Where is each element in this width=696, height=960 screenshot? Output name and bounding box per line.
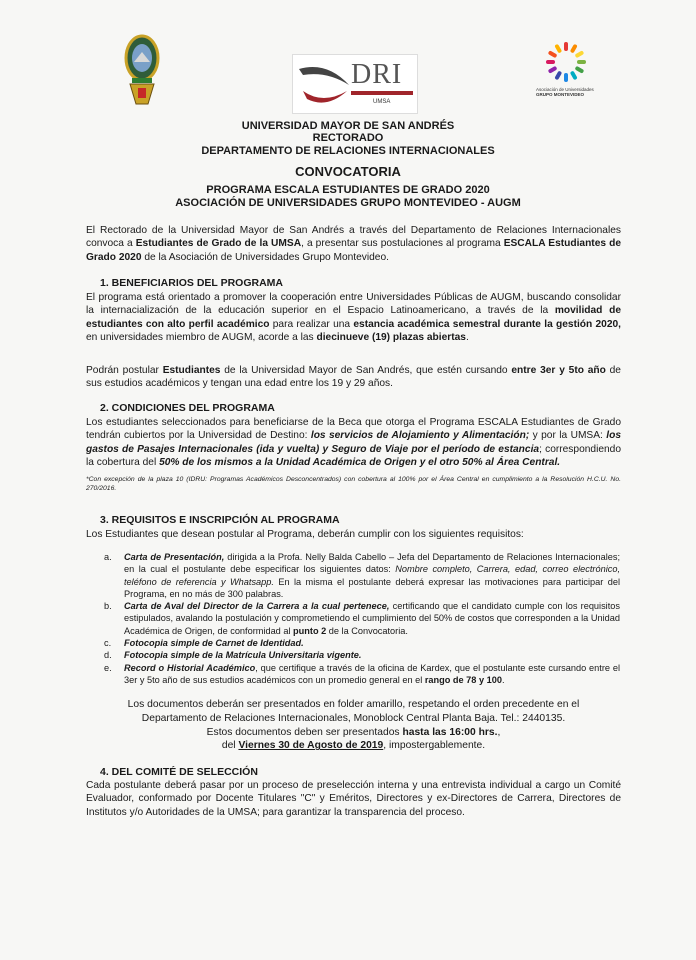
- section-2-paragraph: [86, 416, 621, 469]
- s2-f: 50% de los mismos a la Unidad Académica de Origen y el otro 50% al Área Central.: [159, 456, 561, 468]
- list-item: [104, 551, 620, 600]
- submission-line-3-b: hasta las 16:00 hrs.: [402, 726, 498, 738]
- req-a-italic: Nombre completo, Carrera, edad, correo electrónico, teléfono de referencia y Whatsapp.: [124, 564, 621, 587]
- list-item: [104, 637, 620, 649]
- requirements-list: [104, 551, 620, 686]
- intro-text-d: ESCALA Estudiantes de Grado 2020: [86, 238, 621, 263]
- s2-e: ; correspondiendo la cobertura del: [86, 443, 621, 468]
- header-department: DEPARTAMENTO DE RELACIONES INTERNACIONALES: [201, 145, 495, 157]
- req-b-text-2: de la Convocatoria.: [326, 625, 408, 636]
- list-item: [104, 649, 620, 661]
- dri-logo-subtext: UMSA: [373, 99, 391, 105]
- s2-b: los servicios de Alojamiento y Alimentación;: [310, 430, 530, 442]
- req-a-text-2: En la misma el postulante deberá expresar las motivaciones para participar del Programa, en no más de 300 palabras.: [124, 576, 620, 599]
- s1-p1-g: .: [465, 331, 469, 343]
- s1-p2-b: Estudiantes: [162, 365, 221, 376]
- section-2-title: 2. CONDICIONES DEL PROGRAMA: [100, 402, 275, 414]
- header-university: UNIVERSIDAD MAYOR DE SAN ANDRÉS: [241, 120, 455, 132]
- intro-text-b: Estudiantes de Grado de la UMSA: [135, 238, 302, 250]
- list-letter: e.: [104, 662, 112, 673]
- req-a-text-1: dirigida a la Profa. Nelly Balda Cabello – Jefa del Departamento de Relaciones Internacionales; en la cual el postulante debe especificar los siguientes datos:: [124, 552, 620, 575]
- list-letter: c.: [104, 638, 112, 649]
- s1-p1-c: para realizar una: [269, 318, 354, 330]
- req-e-bold: Record o Historial Académico: [124, 662, 256, 673]
- submission-line-3: [86, 726, 621, 740]
- section-3-intro: Los Estudiantes que desean postular al Programa, deberán cumplir con los siguientes requisitos:: [86, 529, 524, 540]
- req-c-bold: Fotocopia simple de Carnet de Identidad.: [124, 638, 304, 649]
- req-e-text-2: .: [501, 674, 505, 685]
- submission-line-2: Departamento de Relaciones Internacionales, Monoblock Central Planta Baja. Tel.: 2440135.: [141, 712, 566, 724]
- dri-logo: [292, 54, 418, 114]
- s2-a: Los estudiantes seleccionados para beneficiarse de la Beca que otorga el Programa ESCALA Estudiantes de Grado tendrán cubiertos por la Universidad de Destino:: [86, 417, 621, 442]
- submission-line-1: Los documentos deberán ser presentados en folder amarillo, respetando el orden precedente en el: [127, 699, 580, 710]
- intro-text-e: de la Asociación de Universidades Grupo Montevideo.: [141, 251, 389, 263]
- submission-line-4: [86, 739, 621, 753]
- s1-p2-a: Podrán postular: [86, 365, 163, 376]
- association-title: ASOCIACIÓN DE UNIVERSIDADES GRUPO MONTEVIDEO - AUGM: [175, 197, 521, 209]
- s1-p2-e: de sus estudios académicos y tengan una edad entre los 19 y 29 años.: [86, 365, 621, 390]
- program-title: PROGRAMA ESCALA ESTUDIANTES DE GRADO 2020: [206, 184, 490, 196]
- augm-caption-line-1: Asociación de Universidades: [536, 87, 594, 92]
- page-title: CONVOCATORIA: [295, 164, 401, 179]
- s1-p1-d: estancia académica semestral durante la gestión 2020,: [353, 318, 621, 330]
- list-letter: b.: [104, 601, 112, 612]
- intro-text-a: El Rectorado de la Universidad Mayor de San Andrés a través del Departamento de Relaciones Internacionales convoca a: [86, 225, 621, 250]
- req-d-bold: Fotocopia simple de la Matrícula Universitaria vigente.: [124, 650, 362, 661]
- req-b-bold-2: punto 2: [293, 625, 327, 636]
- section-3-title: 3. REQUISITOS E INSCRIPCIÓN AL PROGRAMA: [100, 514, 340, 526]
- list-letter: d.: [104, 650, 112, 661]
- dri-logo-text: DRI: [351, 59, 403, 90]
- submission-line-3-a: Estos documentos deben ser presentados: [206, 726, 403, 738]
- submission-line-4-c: , impostergablemente.: [383, 740, 486, 752]
- s1-p2-c: de la Universidad Mayor de San Andrés, que estén cursando: [220, 365, 512, 376]
- submission-info: [86, 698, 621, 753]
- augm-logo: [538, 40, 594, 102]
- s1-p1-e: en universidades miembro de AUGM, acorde a las: [86, 331, 317, 343]
- augm-caption-line-2: GRUPO MONTEVIDEO: [536, 92, 585, 97]
- dri-logo-stripe: [351, 91, 413, 95]
- section-1-paragraph-1: [86, 291, 621, 344]
- university-crest-logo: [118, 32, 166, 112]
- augm-logo-caption: [536, 87, 606, 97]
- submission-line-3-c: ,: [497, 726, 501, 738]
- section-4-paragraph: Cada postulante deberá pasar por un proceso de preselección interna y una entrevista individual a cargo un Comité Evaluador, conformado por Docente Titulares "C" y Eméritos, Directores y ex-Directores de Carrera, Directores de Institutos y/o Autoridades de la UMSA; para garantizar la transparencia del proceso.: [86, 780, 621, 818]
- section-1-title: 1. BENEFICIARIOS DEL PROGRAMA: [100, 277, 283, 289]
- list-item: [104, 600, 620, 637]
- req-b-bold: Carta de Aval del Director de la Carrera a la cual pertenece,: [124, 601, 390, 612]
- s2-d: los gastos de Pasajes Internacionales (ida y vuelta) y Seguro de Viaje por el período de estancia: [86, 430, 621, 455]
- header-rectorado: RECTORADO: [312, 132, 384, 144]
- req-b-text-1: certificando que el candidato cumple con los requisitos estipulados, avalando la postulación y comprometiendo el cumplimiento del 50% de costos que corresponden a la Unidad Académica de Origen, de conformidad al: [124, 601, 620, 636]
- intro-paragraph: [86, 224, 621, 264]
- s1-p1-a: El programa está orientado a promover la cooperación entre Universidades Públicas de AUGM, buscando consolidar la internacialización de la educación superior en el Espacio Latinoamericano, a través de la: [86, 292, 621, 317]
- s1-p2-d: entre 3er y 5to año: [511, 365, 606, 376]
- s1-p1-b: movilidad de estudiantes con alto perfil académico: [86, 305, 621, 330]
- deadline-date: Viernes 30 de Agosto de 2019: [238, 740, 384, 752]
- intro-text-c: , a presentar sus postulaciones al programa: [301, 238, 504, 250]
- list-item: [104, 662, 620, 687]
- req-a-bold: Carta de Presentación,: [124, 552, 225, 562]
- submission-line-4-a: del: [221, 740, 239, 752]
- section-4-title: 4. DEL COMITÉ DE SELECCIÓN: [100, 766, 258, 778]
- s2-c: y por la UMSA:: [529, 430, 607, 442]
- s1-p1-f: diecinueve (19) plazas abiertas: [316, 331, 466, 343]
- section-2-footnote: *Con excepción de la plaza 10 (IDRU: Programas Académicos Desconcentrados) con cobertura al 100% por el Área Central en cumplimiento a la Resolución H.C.U. No. 270/2016.: [86, 476, 621, 492]
- list-letter: a.: [104, 552, 112, 562]
- section-1-paragraph-2: [86, 364, 621, 391]
- req-e-text-1: , que certifique a través de la oficina de Kardex, que el postulante este cursando entre el 3er y 5to año de sus estudios académicos con un promedio general en el: [124, 662, 620, 685]
- req-e-bold-2: rango de 78 y 100: [424, 674, 502, 685]
